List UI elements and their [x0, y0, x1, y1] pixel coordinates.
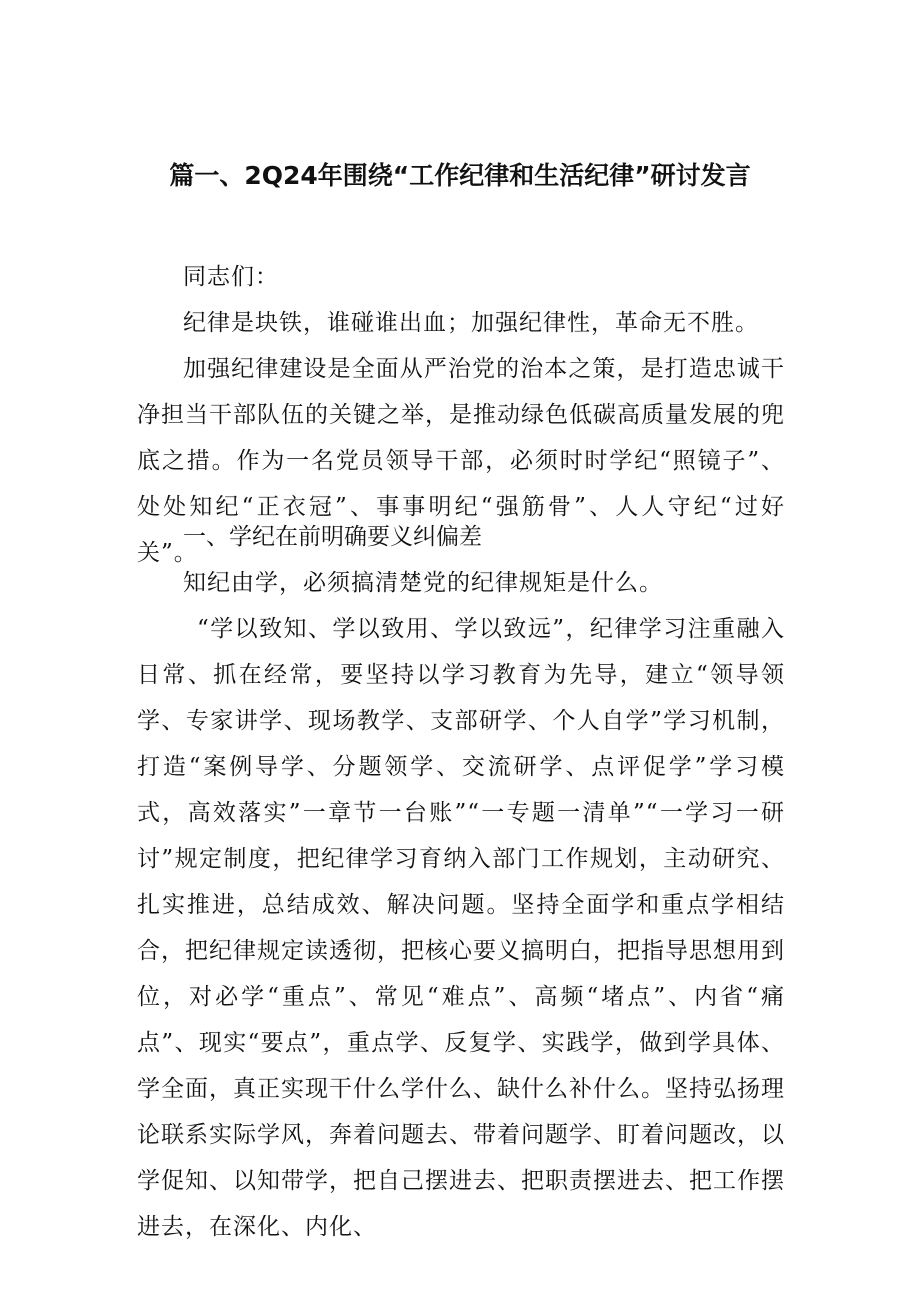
paragraph-discipline-building: 加强纪律建设是全面从严治党的治本之策，是打造忠诚干净担当干部队伍的关键之举，是推动绿色低碳高质量发展的兜底之措。作为一名党员领导干部，必须时时学纪“照镜子”、处处知纪“正衣冠”、事事明纪“强筋骨”、人人守纪“过好关”。 — [137, 356, 785, 566]
paragraph-discipline-motto: 纪律是块铁，谁碰谁出血；加强纪律性，革命无不胜。 — [183, 310, 759, 336]
salutation: 同志们： — [183, 264, 279, 290]
paragraph-learn-discipline: 知纪由学，必须搞清楚党的纪律规矩是什么。 — [183, 570, 663, 596]
paragraph-learning-mechanism: “学以致知、学以致用、学以致远”，纪律学习注重融入日常、抓在经常，要坚持以学习教育为先导，建立“领导领学、专家讲学、现场教学、支部研学、个人自学”学习机制，打造“案例导学、分题领学、交流研学、点评促学”学习模式，高效落实”一章节一台账”“一专题一清单”“一学习一研讨”规定制度，把纪律学习育纳入部门工作规划，主动研究、扎实推进，总结成效、解决问题。坚持全面学和重点学相结合，把纪律规定读透彻，把核心要义搞明白，把指导思想用到位，对必学“重点”、常见“难点”、高频“堵点”、内省“痛点”、现实“要点”，重点学、反复学、实践学，做到学具体、学全面，真正实现干什么学什么、缺什么补什么。坚持弘扬理论联系实际学风，奔着问题去、带着问题学、盯着问题改，以学促知、以知带学，把自己摆进去、把职责摆进去、把工作摆进去，在深化、内化、 — [137, 616, 785, 1240]
section-1-block — [137, 560, 785, 1250]
document-title: 篇一、2Q24年围绕“工作纪律和生活纪律”研讨发言 — [169, 161, 751, 190]
section-heading-1: 一、学纪在前明确要义纠偏差 — [183, 524, 482, 550]
